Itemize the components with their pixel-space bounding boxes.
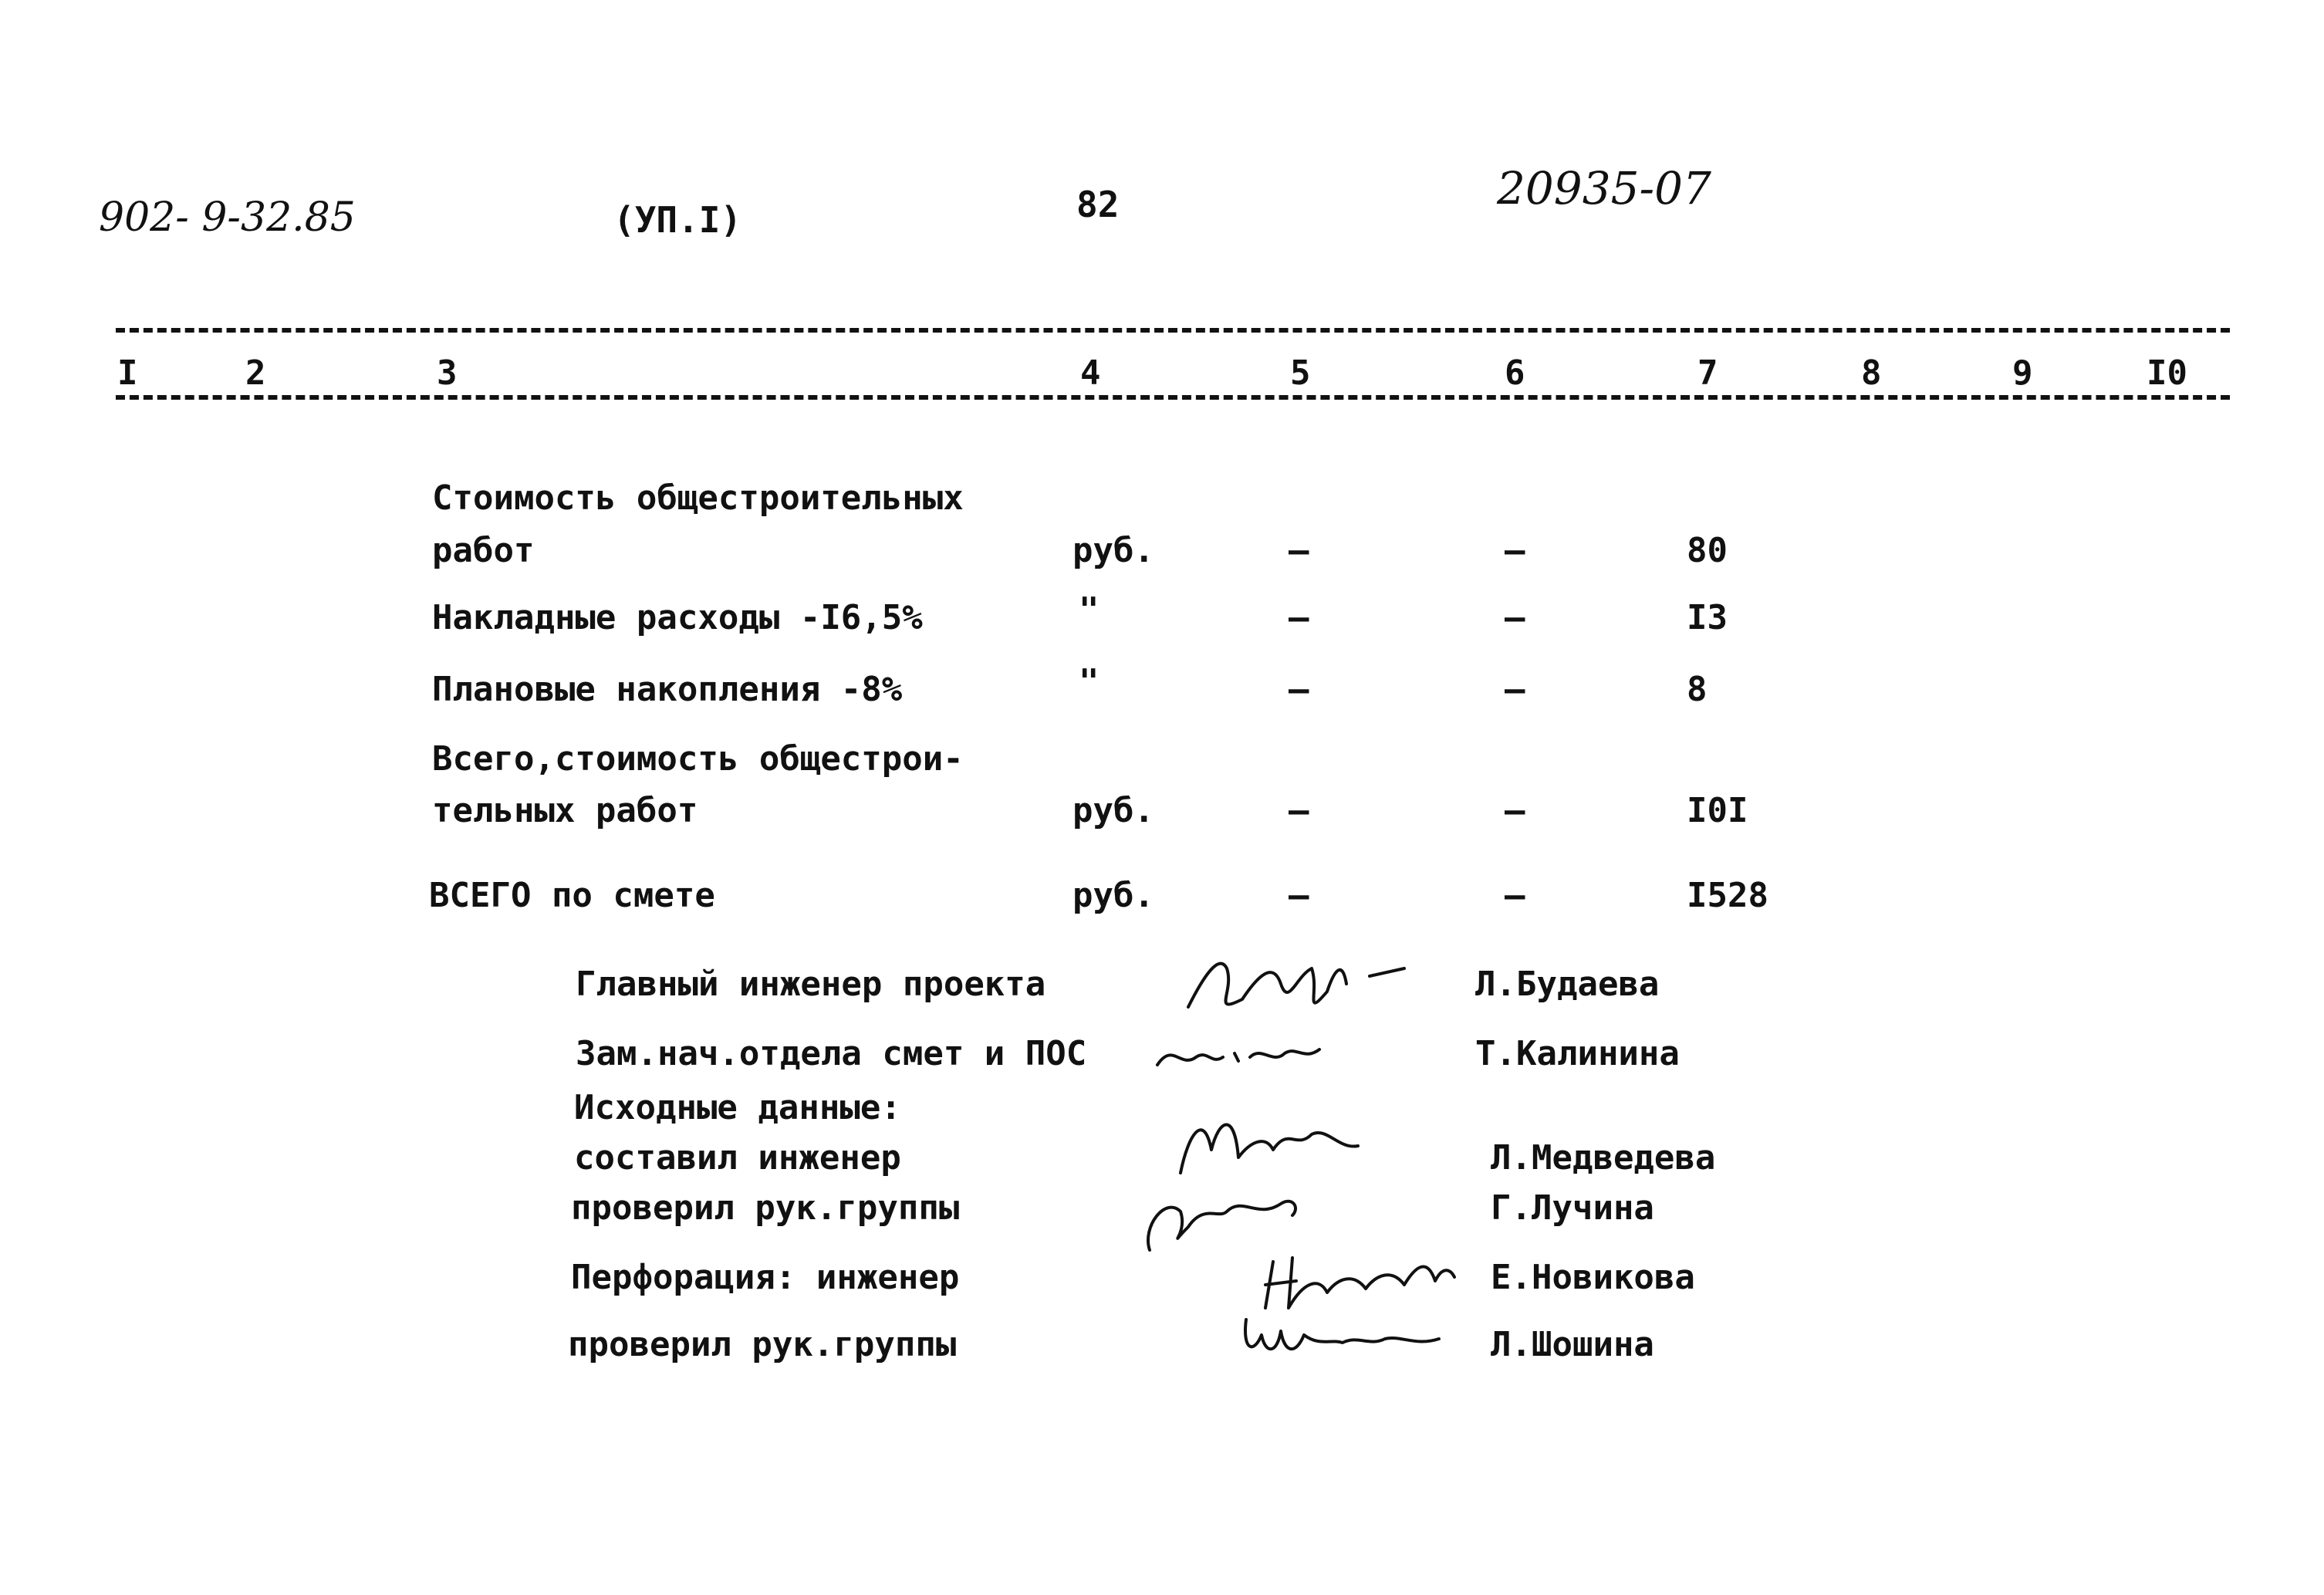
row-1-name-line2: работ [432,531,535,570]
section-label: (УП.I) [613,199,742,241]
signature-name-deputy-head: Т.Калинина [1475,1034,1680,1073]
row-3-col6: – [1505,670,1525,709]
handwritten-signature-budaeva [1181,945,1412,1030]
signature-name-chief-engineer: Л.Будаева [1475,965,1660,1004]
row-1-unit: руб. [1072,531,1154,570]
row-4-unit: руб. [1072,791,1154,830]
row-2-name: Накладные расходы -I6,5% [432,598,923,637]
archive-number: 20935-07 [1497,162,1711,215]
signature-role-chief-engineer: Главный инженер проекта [576,965,1046,1004]
signature-role-checked-by-1: проверил рук.группы [571,1188,960,1228]
row-3-col7: 8 [1687,670,1708,709]
column-number-1: I [117,353,138,393]
row-2-col7: I3 [1687,598,1728,637]
row-3-unit: " [1079,662,1100,701]
row-1-col6: – [1505,531,1525,570]
document-code: 902- 9-32.85 [99,194,356,241]
row-1-name-line1: Стоимость общестроительных [432,478,964,518]
signature-role-deputy-head: Зам.нач.отдела смет и ПОС [576,1034,1087,1073]
signature-role-perforation: Перфорация: инженер [571,1258,960,1297]
row-5-name: ВСЕГО по смете [429,876,715,915]
column-number-8: 8 [1861,353,1882,393]
row-4-name-line2: тельных работ [432,791,698,830]
row-5-col6: – [1505,876,1525,915]
column-number-2: 2 [245,353,266,393]
row-5-unit: руб. [1072,876,1154,915]
signature-name-checked-by-2: Л.Шошина [1491,1325,1654,1364]
row-2-col5: – [1289,598,1309,637]
row-4-name-line1: Всего,стоимость общестрои- [432,739,964,779]
row-4-col6: – [1505,791,1525,830]
handwritten-signature-shoshina [1235,1304,1451,1366]
row-5-col5: – [1289,876,1309,915]
header-bottom-rule [116,395,2230,400]
signature-name-perforation: Е.Новикова [1491,1258,1695,1297]
row-3-col5: – [1289,670,1309,709]
column-number-4: 4 [1080,353,1101,393]
row-4-col5: – [1289,791,1309,830]
column-number-9: 9 [2012,353,2033,393]
row-3-name: Плановые накопления -8% [432,670,903,709]
page-number: 82 [1076,184,1120,225]
signature-role-checked-by-2: проверил рук.группы [568,1325,957,1364]
signature-name-compiled-by: Л.Медведева [1491,1138,1716,1178]
signature-section-source-data: Исходные данные: [574,1088,901,1127]
row-1-col7: 80 [1687,531,1728,570]
handwritten-signature-kalinina [1150,1034,1335,1080]
row-2-col6: – [1505,598,1525,637]
column-number-6: 6 [1505,353,1525,393]
row-5-col7: I528 [1687,876,1768,915]
column-number-10: I0 [2147,353,2187,393]
row-2-unit: " [1079,590,1100,630]
header-top-rule [116,328,2230,333]
column-number-7: 7 [1697,353,1718,393]
handwritten-signature-medvedeva [1165,1103,1373,1188]
column-number-3: 3 [437,353,458,393]
signature-name-checked-by-1: Г.Лучина [1491,1188,1654,1228]
row-1-col5: – [1289,531,1309,570]
column-number-5: 5 [1290,353,1311,393]
signature-role-compiled-by: составил инженер [574,1138,901,1178]
row-4-col7: I0I [1687,791,1748,830]
